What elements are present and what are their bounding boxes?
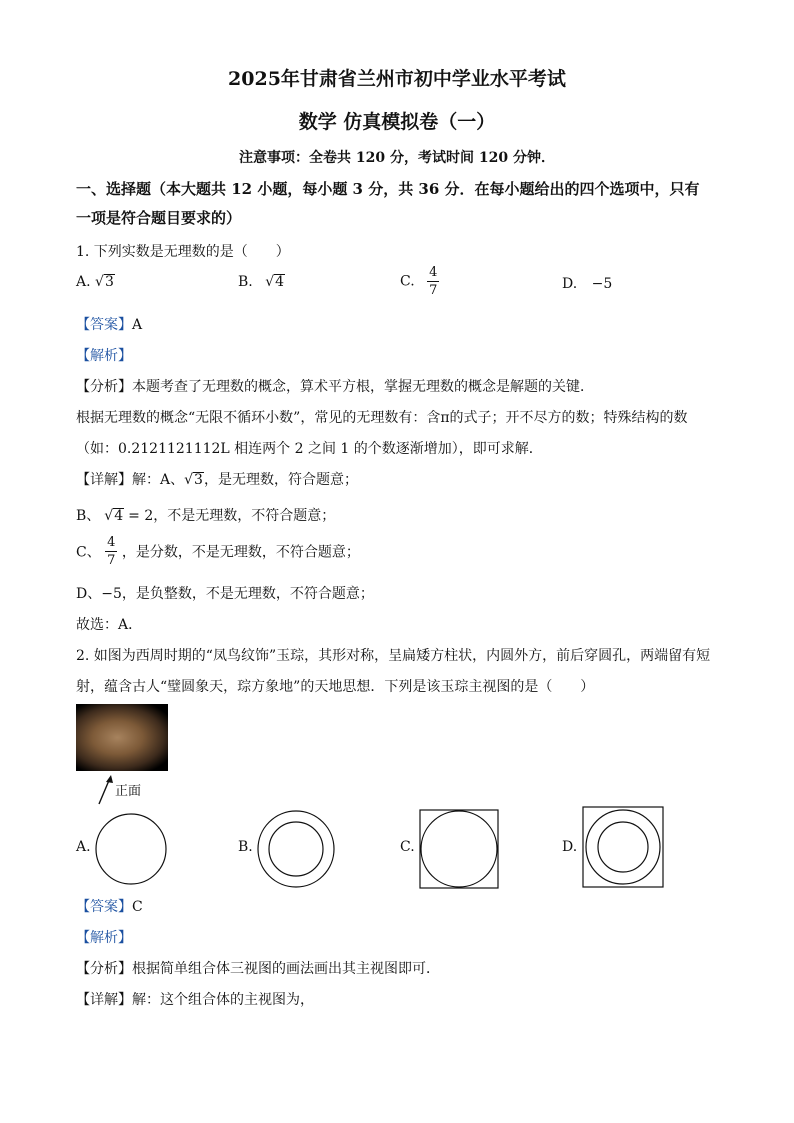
q1-detail-d: D、−5，是负整数，不是无理数，不符合题意； [76,586,374,602]
answer-value: C [132,899,143,915]
q2-answer [76,896,143,916]
q1-option-c-label: C. [400,273,415,290]
sqrt-symbol: √ 4 [104,507,124,525]
notice: 注意事项：全卷共 120 分，考试时间 120 分钟． [239,150,555,166]
q2-option-a-label: A. [76,839,91,855]
q1-detail-b [76,505,335,525]
fraction-denominator: 7 [429,283,438,298]
q1-option-a [76,274,115,290]
q2-detail [76,989,314,1009]
q2-stem-line2: 射，蕴含古人“璧圆象天，琮方象地”的天地思想．下列是该玉琮主视图的是（ ） [76,679,595,695]
detail-text: ，不是无理数，不符合题意； [153,508,336,524]
q2-option-d-label: D. [562,839,578,855]
fraction-numerator: 4 [107,535,116,550]
q1-option-c [400,266,439,297]
fenxi-text: 根据简单组合体三视图的画法画出其主视图即可． [132,961,440,977]
detail-text: ，是分数，不是无理数，不符合题意； [121,544,360,561]
fenxi-tag: 【分析】 [76,961,132,977]
q1-stem: 1. 下列实数是无理数的是（ ） [76,244,290,260]
front-label: 正面 [115,784,142,799]
section-heading-line1: 一、选择题（本大题共 12 小题，每小题 3 分，共 36 分．在每小题给出的四个选项中，只有 [76,180,700,198]
q2-option-a-figure [94,812,168,886]
detail-tag: 【详解】 [76,472,132,488]
detail-text: ，是无理数，符合题意； [203,472,358,488]
q1-option-b-label: B. [238,274,253,291]
q1-answer [76,314,142,334]
inner-circle [269,822,323,876]
equation: = 2 [128,508,154,524]
q2-option-b-figure [256,809,336,889]
q2-option-c-label: C. [400,839,415,855]
q1-concept-line2: （如：0.2121121112L 相连两个 2 之间 1 的个数逐渐增加），即可求解． [76,441,543,457]
outer-circle [586,810,660,884]
fenxi-text: 本题考查了无理数的概念，算术平方根，掌握无理数的概念是解题的关键． [132,379,594,395]
inscribed-circle [421,811,497,887]
q2-stem-line1: 2. 如图为西周时期的“凤鸟纹饰”玉琮，其形对称，呈扁矮方柱状，内圆外方，前后穿圆孔，两端留有短 [76,648,711,664]
q1-concept-line1: 根据无理数的概念“无限不循环小数”，常见的无理数有：含π的式子；开不尽方的数；特殊结构的数 [76,410,688,426]
detail-text: C、 [76,544,101,561]
radicand: 4 [114,507,124,524]
jade-cong-photo [76,704,168,771]
answer-tag: 【答案】 [76,317,132,333]
q1-option-d-label: D. [562,276,578,292]
q1-option-b-radicand: 4 [275,274,285,290]
analysis-tag: 【解析】 [76,930,132,946]
analysis-tag: 【解析】 [76,348,132,364]
radicand: 3 [194,471,203,488]
q1-detail-c [76,536,360,567]
q1-option-d [562,276,612,292]
fraction-denominator: 7 [107,553,116,568]
detail-tag: 【详解】 [76,992,132,1008]
outer-square [420,810,498,888]
q2-fenxi [76,958,440,978]
sqrt-symbol: √ 3 [184,471,203,489]
exam-subtitle: 数学 仿真模拟卷（一） [298,111,496,133]
answer-value: A [132,317,143,333]
q1-option-a-radicand: 3 [104,274,114,290]
detail-text: 解：A、 [132,472,185,488]
outer-square [583,807,663,887]
fenxi-tag: 【分析】 [76,379,132,395]
q2-option-d-figure [582,806,664,888]
detail-text: 解：这个组合体的主视图为， [132,992,314,1008]
outer-circle [96,814,166,884]
q2-option-c-figure [419,809,499,889]
q1-option-d-value: −5 [591,276,613,292]
section-heading-line2: 一项是符合题目要求的） [76,209,242,227]
q2-option-b-label: B. [238,839,253,855]
exam-title: 2025年甘肃省兰州市初中学业水平考试 [228,68,566,90]
detail-text: B、 [76,508,101,524]
q1-option-b [238,274,285,290]
fraction-numerator: 4 [429,265,438,280]
q1-fenxi [76,376,594,396]
q1-option-a-label: A. [76,274,91,291]
sqrt-symbol: √ 4 [265,274,285,291]
q1-detail-a [76,469,358,489]
sqrt-symbol: √ 3 [95,274,114,291]
q1-option-c-fraction [427,266,439,297]
inner-circle [598,822,648,872]
answer-tag: 【答案】 [76,899,132,915]
q1-conclusion: 故选：A． [76,617,143,633]
fraction [105,536,117,567]
